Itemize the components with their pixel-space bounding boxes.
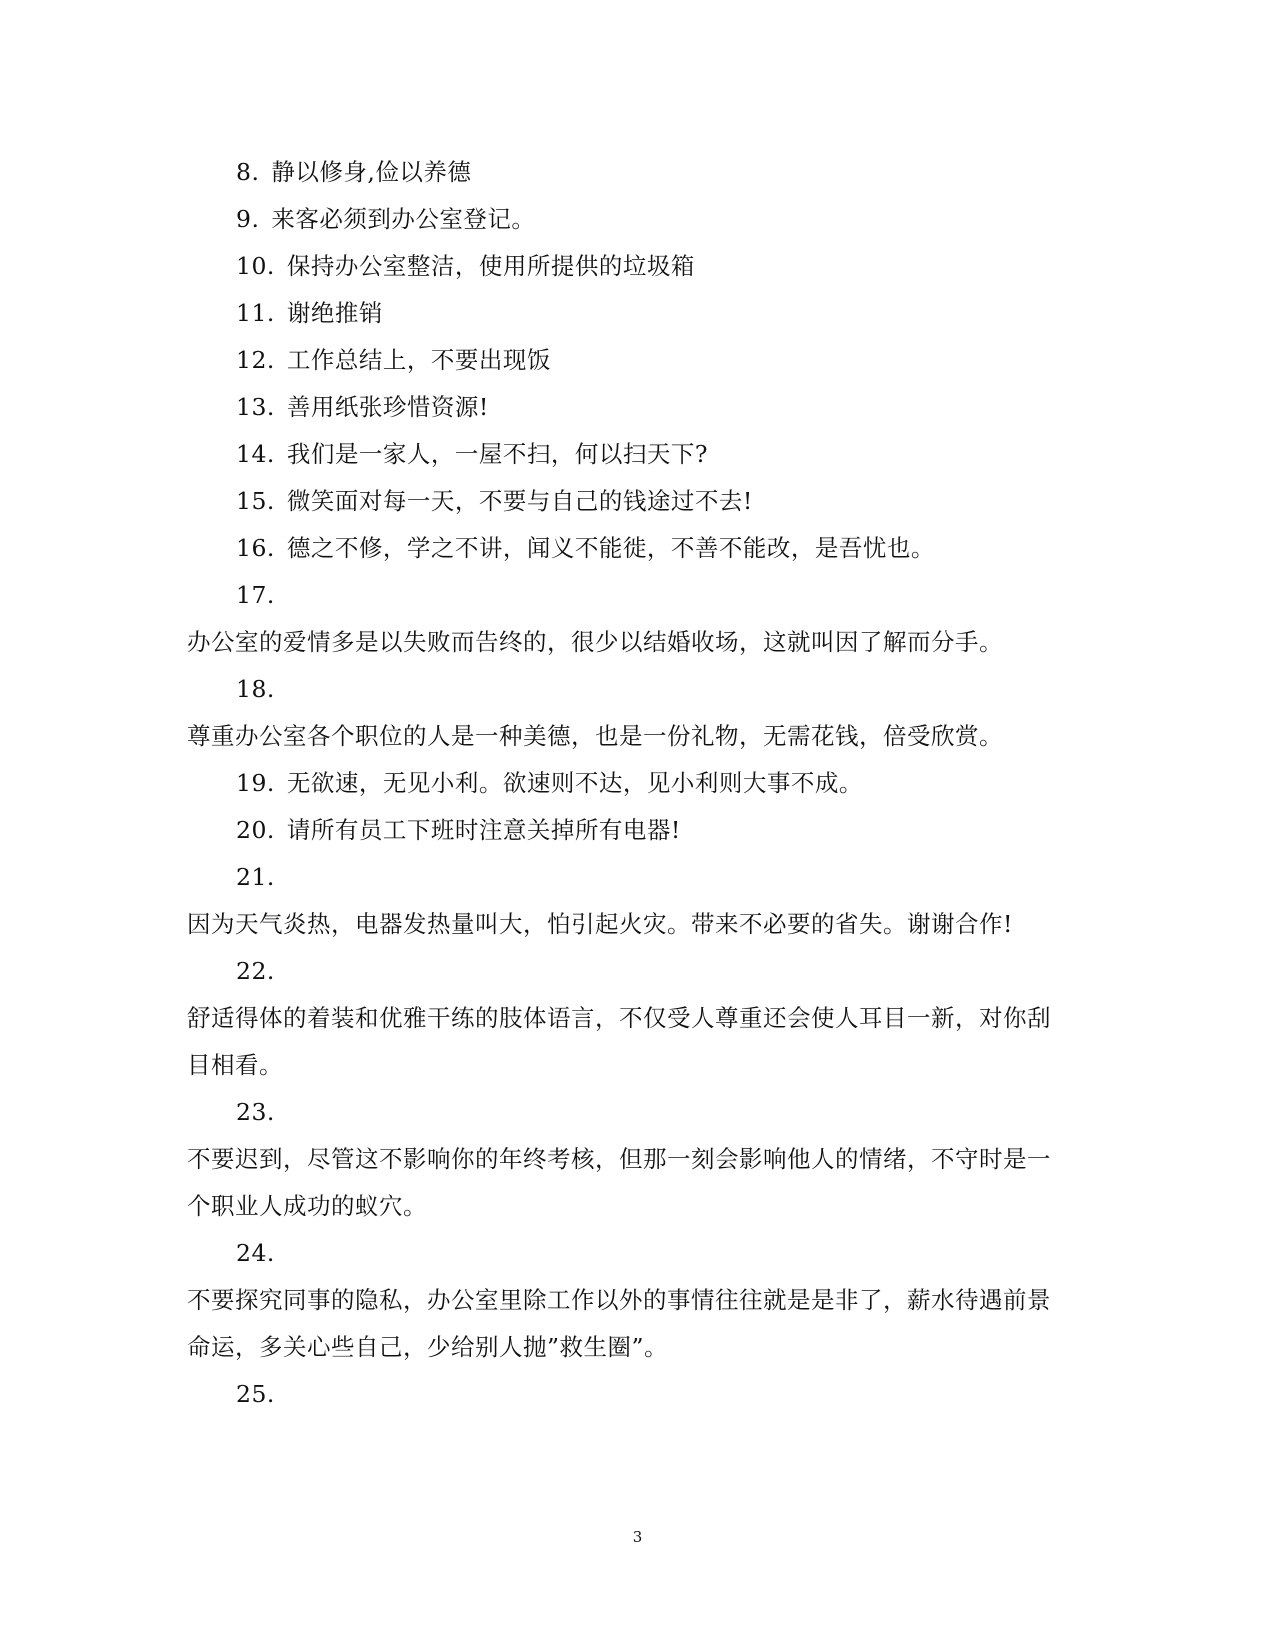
item-text: 谢绝推销 xyxy=(286,299,383,327)
list-item xyxy=(236,1239,287,1267)
paragraph-line xyxy=(187,1004,1051,1032)
paragraph-line xyxy=(187,1145,1051,1173)
item-number: 22. xyxy=(236,957,275,985)
item-text: 无欲速，无见小利。欲速则不达，见小利则大事不成。 xyxy=(286,769,863,797)
item-text: 因为天气炎热，电器发热量叫大，怕引起火灾。带来不必要的省失。谢谢合作! xyxy=(187,910,1013,938)
list-item xyxy=(236,205,535,233)
list-item xyxy=(236,1380,287,1408)
item-text: 请所有员工下班时注意关掉所有电器! xyxy=(286,816,681,844)
item-number: 10. xyxy=(236,252,275,280)
item-number: 15. xyxy=(236,487,275,515)
item-text: 善用纸张珍惜资源! xyxy=(286,393,489,421)
item-text: 工作总结上，不要出现饭 xyxy=(286,346,551,374)
item-text: 不要迟到，尽管这不影响你的年终考核，但那一刻会影响他人的情绪，不守时是一 xyxy=(187,1145,1051,1173)
list-item xyxy=(236,393,489,421)
item-text: 来客必须到办公室登记。 xyxy=(271,205,536,233)
list-item xyxy=(236,487,753,515)
item-number: 16. xyxy=(236,534,275,562)
item-number: 23. xyxy=(236,1098,275,1126)
list-item xyxy=(236,346,551,374)
paragraph-line xyxy=(187,1333,668,1361)
list-item xyxy=(236,675,287,703)
item-number: 12. xyxy=(236,346,275,374)
item-text: 静以修身,俭以养德 xyxy=(271,158,472,186)
item-text: 尊重办公室各个职位的人是一种美德，也是一份礼物，无需花钱，倍受欣赏。 xyxy=(187,722,1003,750)
item-number: 17. xyxy=(236,581,275,609)
item-text: 舒适得体的着装和优雅干练的肢体语言，不仅受人尊重还会使人耳目一新，对你刮 xyxy=(187,1004,1051,1032)
item-text: 我们是一家人，一屋不扫，何以扫天下? xyxy=(286,440,708,468)
item-number: 19. xyxy=(236,769,275,797)
list-item xyxy=(236,863,287,891)
item-text: 目相看。 xyxy=(187,1051,283,1079)
list-item xyxy=(236,1098,287,1126)
item-text: 微笑面对每一天，不要与自己的钱途过不去! xyxy=(286,487,753,515)
list-item xyxy=(236,440,708,468)
paragraph-line xyxy=(187,1051,283,1079)
item-number: 18. xyxy=(236,675,275,703)
list-item xyxy=(236,158,471,186)
item-text: 德之不修，学之不讲，闻义不能徙，不善不能改，是吾忧也。 xyxy=(286,534,935,562)
list-item xyxy=(236,581,287,609)
paragraph-line xyxy=(187,1192,427,1220)
paragraph-line xyxy=(187,628,1003,656)
item-number: 24. xyxy=(236,1239,275,1267)
list-item xyxy=(236,534,935,562)
item-number: 13. xyxy=(236,393,275,421)
item-text: 个职业人成功的蚁穴。 xyxy=(187,1192,427,1220)
item-number: 21. xyxy=(236,863,275,891)
item-text: 保持办公室整洁，使用所提供的垃圾箱 xyxy=(286,252,695,280)
list-item xyxy=(236,816,681,844)
list-item xyxy=(236,299,383,327)
item-number: 14. xyxy=(236,440,275,468)
paragraph-line xyxy=(187,1286,1051,1314)
item-text: 办公室的爱情多是以失败而告终的，很少以结婚收场，这就叫因了解而分手。 xyxy=(187,628,1003,656)
item-number: 11. xyxy=(236,299,275,327)
item-number: 9. xyxy=(236,205,260,233)
paragraph-line xyxy=(187,722,1003,750)
list-item xyxy=(236,252,695,280)
list-item xyxy=(236,957,287,985)
item-text: 命运，多关心些自己，少给别人抛”救生圈”。 xyxy=(187,1333,669,1361)
item-number: 25. xyxy=(236,1380,275,1408)
item-number: 8. xyxy=(236,158,260,186)
list-item xyxy=(236,769,863,797)
paragraph-line xyxy=(187,910,1013,938)
page-number: 3 xyxy=(632,1528,643,1546)
item-number: 20. xyxy=(236,816,275,844)
item-text: 不要探究同事的隐私，办公室里除工作以外的事情往往就是是非了，薪水待遇前景 xyxy=(187,1286,1051,1314)
